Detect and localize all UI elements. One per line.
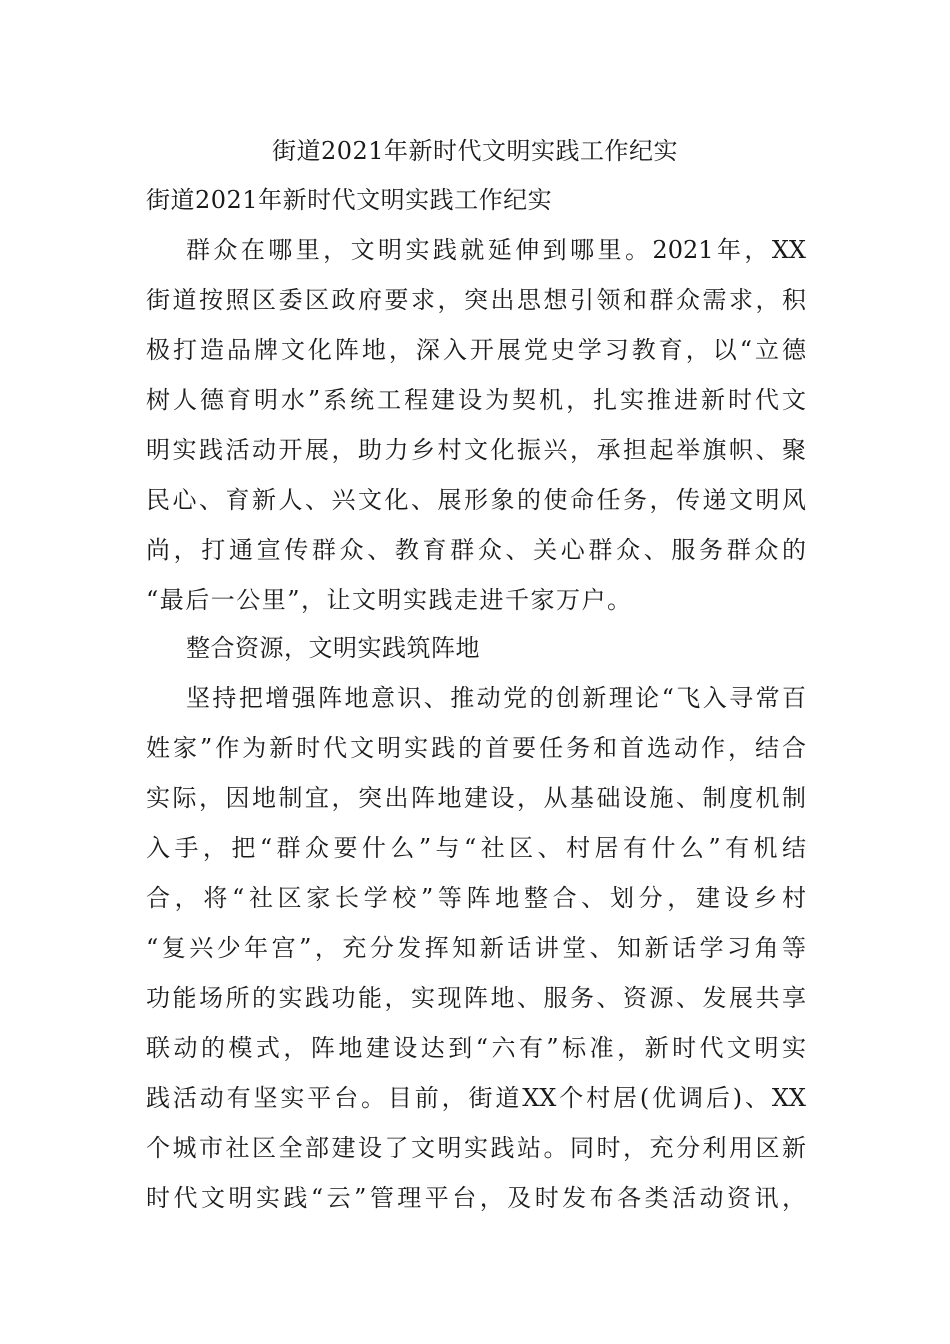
paragraph2-line: 合，将“社区家长学校”等阵地整合、划分，建设乡村 <box>146 884 806 912</box>
paragraph1-line: 民心、育新人、兴文化、展形象的使命任务，传递文明风 <box>146 486 806 514</box>
paragraph1-line: 明实践活动开展，助力乡村文化振兴，承担起举旗帜、聚 <box>146 436 806 464</box>
paragraph2-line: 入手，把“群众要什么”与“社区、村居有什么”有机结 <box>146 834 806 862</box>
paragraph1-line: 街道按照区委区政府要求，突出思想引领和群众需求，积 <box>146 286 806 314</box>
paragraph2-line: 功能场所的实践功能，实现阵地、服务、资源、发展共享 <box>146 984 806 1012</box>
paragraph1-line: “最后一公里”，让文明实践走进千家万户。 <box>146 586 633 614</box>
paragraph1-line: 尚，打通宣传群众、教育群众、关心群众、服务群众的 <box>146 536 806 564</box>
paragraph2-line: 坚持把增强阵地意识、推动党的创新理论“飞入寻常百 <box>186 684 806 712</box>
paragraph1-line: 极打造品牌文化阵地，深入开展党史学习教育，以“立德 <box>146 336 806 364</box>
section-heading: 整合资源，文明实践筑阵地 <box>186 634 480 662</box>
paragraph1-line: 树人德育明水”系统工程建设为契机，扎实推进新时代文 <box>146 386 806 414</box>
paragraph2-line: 践活动有坚实平台。目前，街道XX个村居(优调后)、XX <box>146 1084 806 1112</box>
paragraph2-line: “复兴少年宫”，充分发挥知新话讲堂、知新话学习角等 <box>146 934 806 962</box>
paragraph2-line: 联动的模式，阵地建设达到“六有”标准，新时代文明实 <box>146 1034 806 1062</box>
document-subtitle: 街道2021年新时代文明实践工作纪实 <box>146 186 553 214</box>
paragraph2-line: 个城市社区全部建设了文明实践站。同时，充分利用区新 <box>146 1134 806 1162</box>
paragraph2-line: 实际，因地制宜，突出阵地建设，从基础设施、制度机制 <box>146 784 806 812</box>
paragraph1-line: 群众在哪里，文明实践就延伸到哪里。2021年，XX <box>186 236 806 264</box>
paragraph2-line: 时代文明实践“云”管理平台，及时发布各类活动资讯， <box>146 1184 806 1212</box>
document-title: 街道2021年新时代文明实践工作纪实 <box>271 137 679 165</box>
paragraph2-line: 姓家”作为新时代文明实践的首要任务和首选动作，结合 <box>146 734 806 762</box>
